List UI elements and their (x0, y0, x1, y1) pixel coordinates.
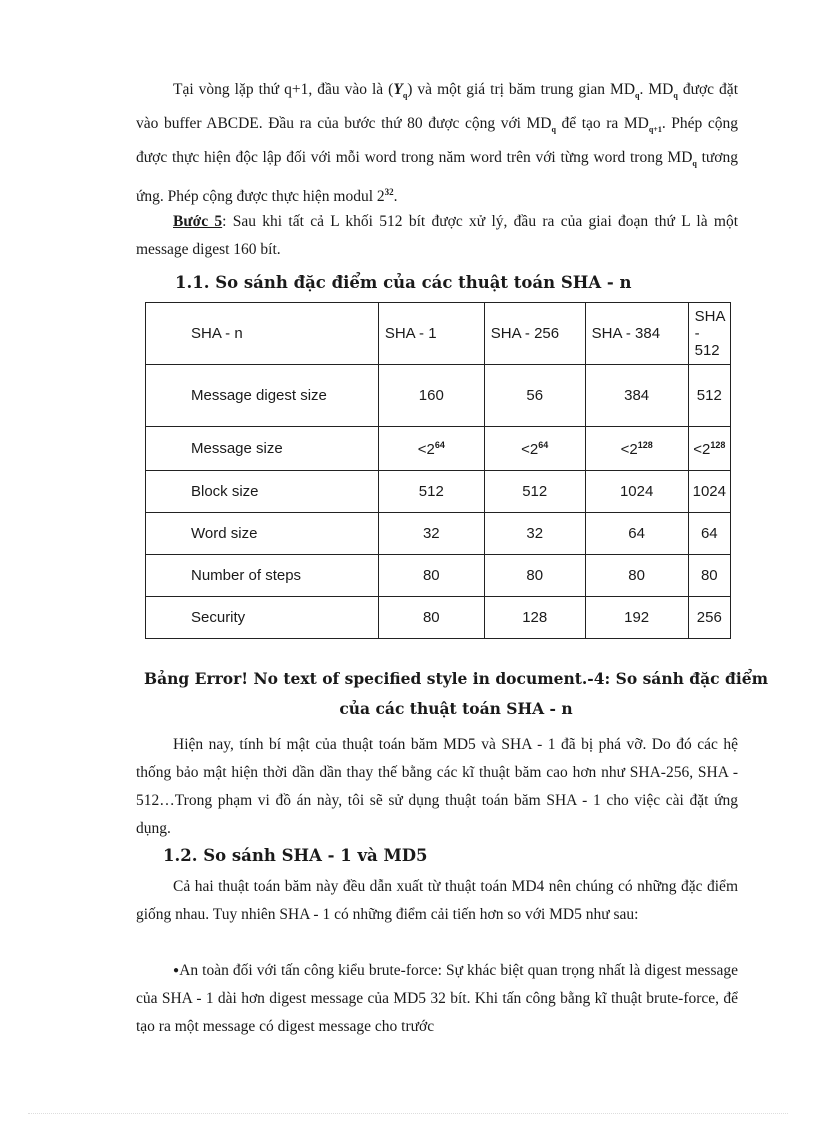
paragraph-step-5: Bước 5: Sau khi tất cả L khối 512 bít được xử lý, đầu ra của giai đoạn thứ L là một message digest 160 bít. (136, 213, 739, 258)
row-label: Word size (146, 513, 379, 555)
table-cell: 80 (378, 597, 484, 639)
table-caption-line-1: Bảng Error! No text of specified style in document.-4: So sánh đặc điểm (144, 669, 768, 688)
row-label: Number of steps (146, 555, 379, 597)
table-cell: 80 (585, 555, 688, 597)
table-cell: 160 (378, 365, 484, 427)
table-cell: 64 (688, 513, 730, 555)
table-cell: 128 (484, 597, 585, 639)
table-row (146, 471, 731, 513)
table-row (146, 365, 731, 427)
table-header-cell: SHA - 512 (688, 303, 730, 365)
table-caption-line-2: của các thuật toán SHA - n (339, 699, 573, 718)
table-row (146, 555, 731, 597)
table-cell: 384 (585, 365, 688, 427)
table-cell: 512 (378, 471, 484, 513)
table-cell: 1024 (688, 471, 730, 513)
row-label: Security (146, 597, 379, 639)
table-cell: 512 (688, 365, 730, 427)
table-header-cell: SHA - 1 (378, 303, 484, 365)
table-cell: 80 (378, 555, 484, 597)
table-cell: 32 (378, 513, 484, 555)
row-label: Message digest size (146, 365, 379, 427)
row-label: Message size (146, 427, 379, 471)
table-cell: 80 (484, 555, 585, 597)
table-cell: 512 (484, 471, 585, 513)
table-cell: 1024 (585, 471, 688, 513)
bullet-icon: ● (173, 965, 180, 976)
table-row (146, 427, 731, 471)
table-header-cell: SHA - 384 (585, 303, 688, 365)
section-heading-1-1: 1.1. So sánh đặc điểm của các thuật toán SHA - n (175, 273, 632, 292)
table-cell: 80 (688, 555, 730, 597)
table-cell: 56 (484, 365, 585, 427)
table-cell: $<2^{64}$ (378, 427, 484, 471)
table-row (146, 513, 731, 555)
table-cell: 256 (688, 597, 730, 639)
table-cell: 64 (585, 513, 688, 555)
paragraph-sha1-md5-intro: Cả hai thuật toán băm này đều dẫn xuất từ thuật toán MD4 nên chúng có những đặc điểm giống nhau. Tuy nhiên SHA - 1 có những điểm cải tiến hơn so với MD5 như sau: (136, 878, 738, 923)
paragraph-loop-description: Tại vòng lặp thứ q+1, đầu vào là $(Y_q)$ và một giá trị băm trung gian $MD_q$. $MD_q$ được đặt vào buffer ABCDE. Đầu ra của bước thứ 80 được cộng với $MD_q$ để tạo ra $MD_{q+1}$. Phép cộng được thực hiện độc lập đối với mỗi word trong năm word trên với từng word trong $MD_q$ tương ứng. Phép cộng được thực hiện modul $2^{32}$. (136, 81, 738, 205)
table-row (146, 597, 731, 639)
row-label: Block size (146, 471, 379, 513)
paragraph-current-security: Hiện nay, tính bí mật của thuật toán băm MD5 và SHA - 1 đã bị phá vỡ. Do đó các hệ thống bảo mật hiện thời dần dần thay thế bằng các kĩ thuật băm cao hơn như SHA-256, SHA - 512…Trong phạm vi đồ án này, tôi sẽ sử dụng thuật toán băm SHA - 1 cho việc cài đặt ứng dụng. (136, 736, 738, 837)
table-cell: 192 (585, 597, 688, 639)
sha-comparison-table (145, 302, 731, 639)
page-bottom-rule (28, 1113, 788, 1114)
paragraph-brute-force: ●An toàn đối với tấn công kiểu brute-force: Sự khác biệt quan trọng nhất là digest message của SHA - 1 dài hơn digest message của MD5 32 bít. Khi tấn công bằng kĩ thuật brute-force, để tạo ra một message có digest message cho trước (136, 962, 738, 1035)
table-cell: $<2^{128}$ (585, 427, 688, 471)
table-cell: $<2^{128}$ (688, 427, 730, 471)
table-cell: $<2^{64}$ (484, 427, 585, 471)
table-cell: 32 (484, 513, 585, 555)
table-header-row (146, 303, 731, 365)
table-header-cell: SHA - 256 (484, 303, 585, 365)
section-heading-1-2: 1.2. So sánh SHA - 1 và MD5 (163, 846, 428, 865)
table-header-cell: SHA - n (146, 303, 379, 365)
